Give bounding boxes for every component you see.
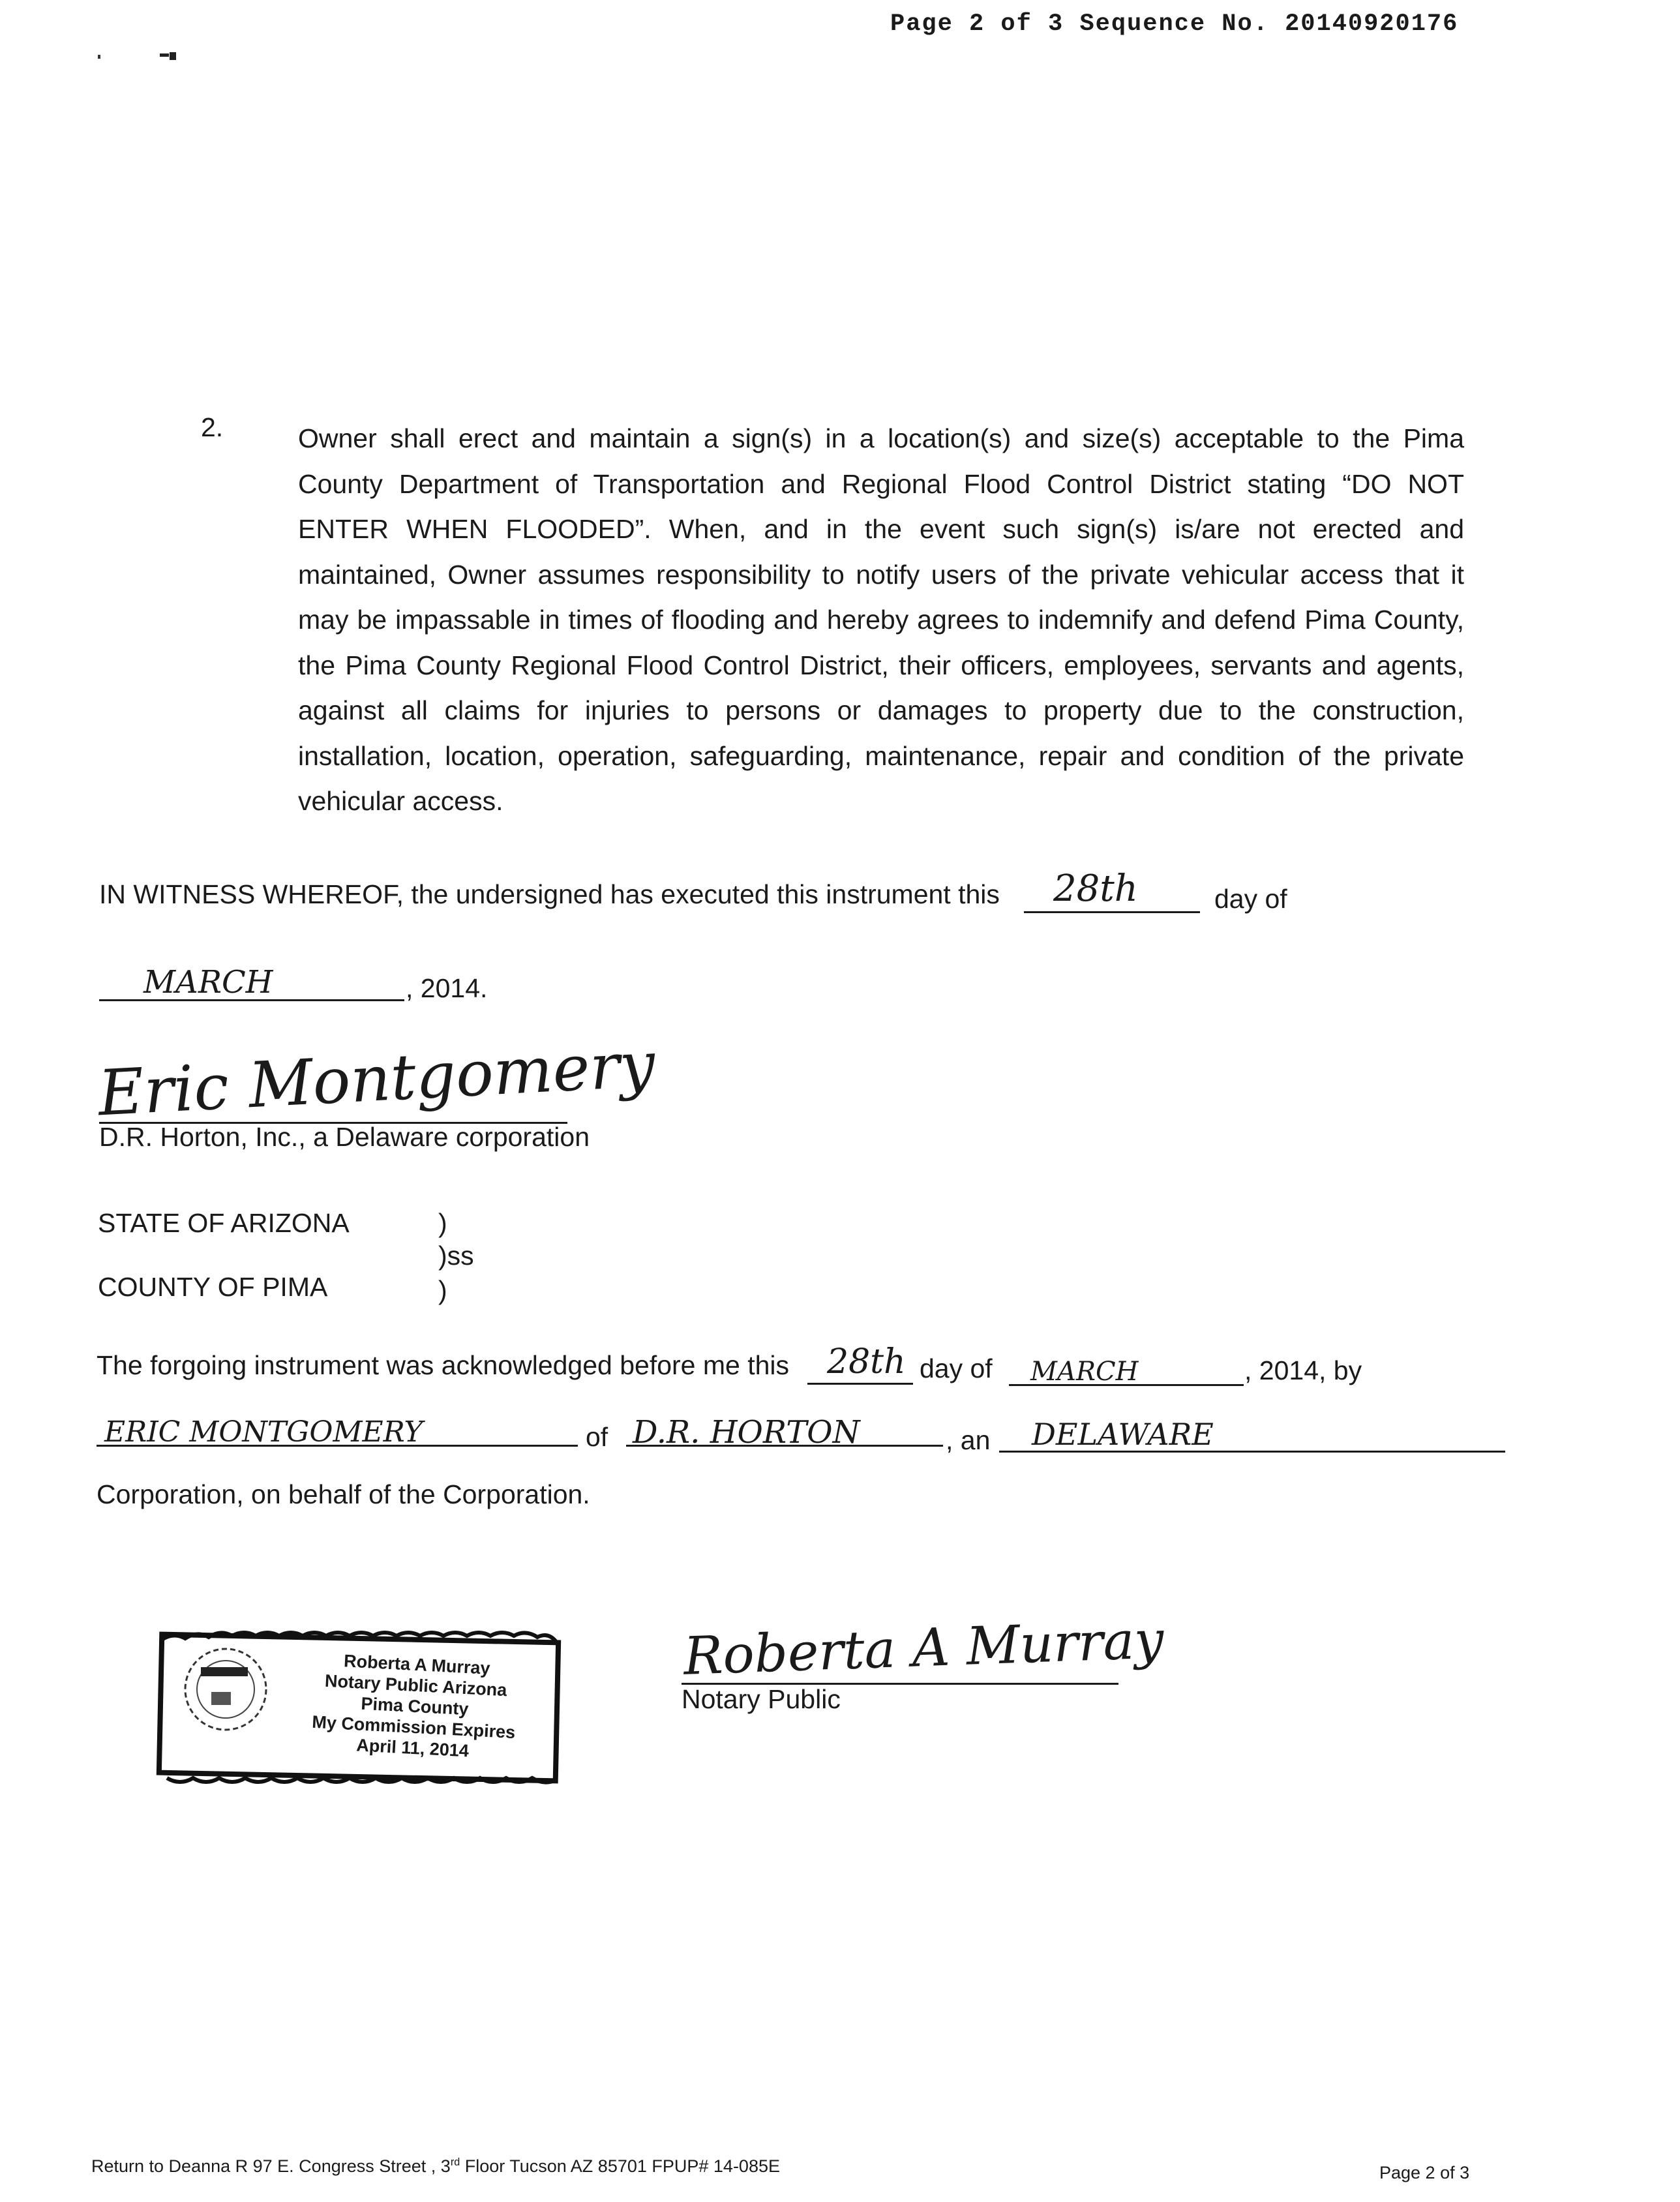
witness-lead-text: IN WITNESS WHEREOF, the undersigned has executed this instrument this [99, 879, 1000, 909]
ack-day-handwritten: 28th [827, 1342, 906, 1381]
witness-year-text: , 2014. [406, 973, 488, 1003]
ack-closing: Corporation, on behalf of the Corporation. [97, 1479, 590, 1509]
venue-county: COUNTY OF PIMA [98, 1272, 328, 1302]
ack-state-handwritten: DELAWARE [1032, 1417, 1214, 1452]
venue-state: STATE OF ARIZONA [98, 1208, 350, 1238]
signatory-signature: Eric Montgomery [96, 1027, 657, 1130]
witness-day-blank [1024, 911, 1200, 913]
scan-artifact-marks [98, 47, 189, 67]
stamp-line-county: Pima County [360, 1693, 470, 1719]
witness-day-of-text: day of [1214, 884, 1287, 914]
acknowledgment-lead: The forgoing instrument was acknowledged before me this [97, 1350, 790, 1380]
ack-an-text: , an [946, 1425, 991, 1455]
ack-company-handwritten: D.R. HORTON [633, 1414, 860, 1451]
clause-text: Owner shall erect and maintain a sign(s) in a location(s) and size(s) acceptable to the Pima County Department of Transportation and Regional Flood Control District stating “DO NOT ENTER WHEN FLOODED”. When, and in the event such sign(s) is/are not erected and maintained, Owner assumes responsibility to notify users of the private vehicular access that it may be impassable in times of flooding and hereby agrees to indemnify and defend Pima County, the Pima County Regional Flood Control District, their officers, employees, servants and agents, against all claims for injuries to persons or damages to property due to the construction, installation, location, operation, safeguarding, maintenance, repair and condition of the private vehicular access. [298, 423, 1464, 816]
notary-public-label: Notary Public [682, 1684, 841, 1714]
footer-return-address [91, 2156, 780, 2177]
venue-ss: )ss [438, 1241, 474, 1271]
venue-paren-bottom: ) [438, 1275, 447, 1305]
ack-month-handwritten: MARCH [1030, 1357, 1139, 1387]
stamp-line-commission: My Commission Expires [311, 1712, 516, 1743]
signatory-entity: D.R. Horton, Inc., a Delaware corporation [99, 1122, 590, 1152]
ack-name-handwritten: ERIC MONTGOMERY [104, 1415, 423, 1449]
recording-sequence-header: Page 2 of 3 Sequence No. 20140920176 [890, 10, 1459, 38]
footer-page-number: Page 2 of 3 [1379, 2163, 1470, 2182]
witness-day-handwritten: 28th [1053, 867, 1138, 910]
venue-paren-top: ) [438, 1208, 447, 1238]
clause-number: 2. [201, 412, 224, 442]
footer-return-text-2: Floor Tucson AZ 85701 FPUP# 14-085E [460, 2156, 780, 2176]
stamp-line-expiry: April 11, 2014 [355, 1735, 470, 1761]
footer-return-sup: rd [450, 2156, 460, 2168]
ack-year-by-text: , 2014, by [1244, 1355, 1362, 1385]
ack-day-blank [807, 1383, 913, 1385]
ack-of-text: of [586, 1422, 608, 1452]
stamp-line-name: Roberta A Murray [343, 1651, 491, 1678]
ack-day-of-text: day of [920, 1353, 993, 1383]
footer-return-text: Return to Deanna R 97 E. Congress Street , 3 [91, 2156, 451, 2176]
notary-signature: Roberta A Murray [682, 1609, 1165, 1687]
notary-stamp [154, 1627, 565, 1790]
stamp-text-block [275, 1647, 554, 1766]
witness-month-handwritten: MARCH [143, 964, 273, 1001]
stamp-line-title: Notary Public Arizona [324, 1670, 508, 1700]
